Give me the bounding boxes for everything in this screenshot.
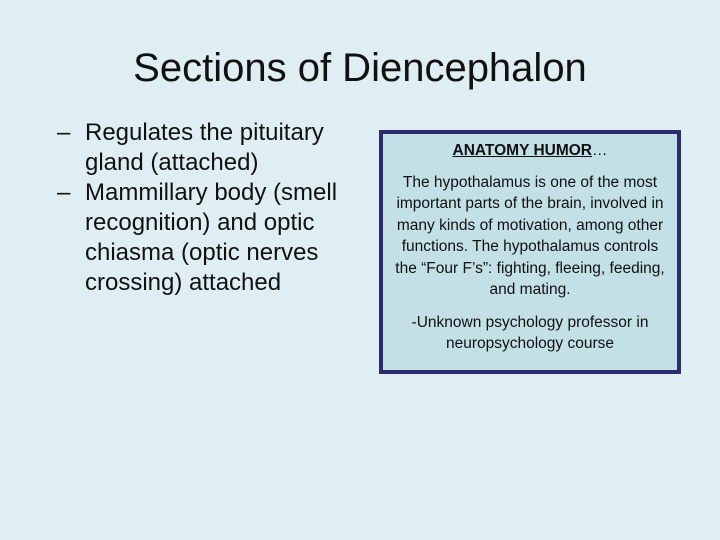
humor-attribution: -Unknown psychology professor in neuropsychology course <box>411 313 649 352</box>
bullet-item <box>57 178 347 298</box>
humor-body: The hypothalamus is one of the most important parts of the brain, involved in many kinds of motivation, among other functions. The hypothalamus controls the “Four F’s”: fighting, fleeing, feeding, and mating. <box>395 173 665 298</box>
humor-heading-text: ANATOMY HUMOR <box>452 142 592 159</box>
humor-heading <box>393 140 667 162</box>
humor-heading-suffix: … <box>592 142 608 159</box>
bullet-marker: – <box>57 119 71 146</box>
bullet-text: Regulates the pituitary gland (attached) <box>85 119 324 176</box>
bullet-list <box>57 118 347 298</box>
slide-title: Sections of Diencephalon <box>133 46 587 90</box>
bullet-marker: – <box>57 179 71 206</box>
bullet-item <box>57 118 347 178</box>
anatomy-humor-box <box>379 130 681 374</box>
bullet-text: Mammillary body (smell recognition) and optic chiasma (optic nerves crossing) attached <box>85 179 338 296</box>
